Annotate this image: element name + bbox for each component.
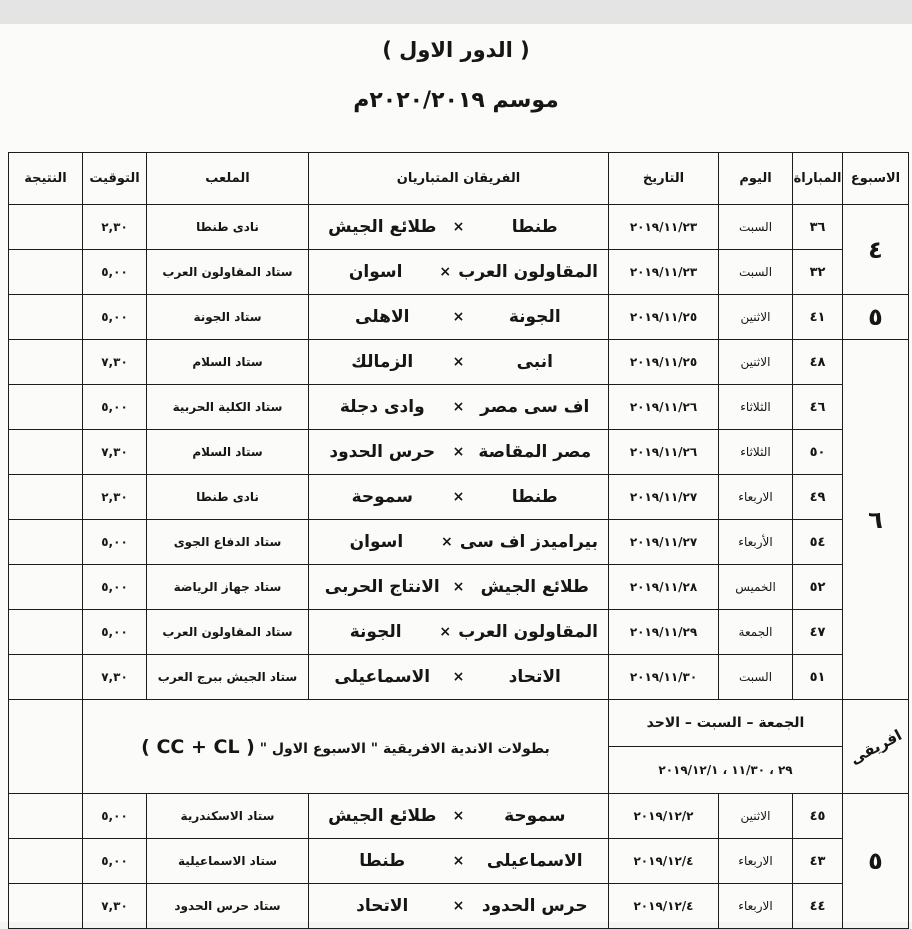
fixtures-body xyxy=(9,205,909,929)
home-team: اف سى مصر xyxy=(480,397,590,417)
match-time: ٧,٣٠ xyxy=(83,655,147,700)
african-row xyxy=(9,700,909,747)
home-team: الاتحاد xyxy=(508,667,561,687)
away-team: وادى دجلة xyxy=(339,397,425,417)
match-teams xyxy=(309,250,609,295)
match-result xyxy=(9,475,83,520)
week-number: ٤ xyxy=(843,205,909,295)
african-competition xyxy=(83,700,609,794)
match-day: الجمعة xyxy=(719,610,793,655)
top-band xyxy=(0,0,912,24)
match-result xyxy=(9,794,83,839)
away-team: الزمالك xyxy=(351,352,414,372)
match-result xyxy=(9,839,83,884)
home-team: المقاولون العرب xyxy=(458,622,598,642)
home-team: طنطا xyxy=(511,487,558,507)
table-row xyxy=(9,205,909,250)
match-result xyxy=(9,385,83,430)
match-result xyxy=(9,430,83,475)
versus-sign: × xyxy=(452,444,465,460)
versus-sign: × xyxy=(452,219,465,235)
week-number: ٦ xyxy=(843,340,909,700)
match-result xyxy=(9,340,83,385)
match-number: ٥١ xyxy=(793,655,843,700)
match-number: ٣٢ xyxy=(793,250,843,295)
table-row xyxy=(9,794,909,839)
fixtures-table xyxy=(8,152,909,929)
match-date: ٢٠١٩/١١/٢٧ xyxy=(609,520,719,565)
home-team: حرس الحدود xyxy=(481,896,588,916)
away-team: الاسماعيلى xyxy=(334,667,431,687)
match-date: ٢٠١٩/١٢/٤ xyxy=(609,839,719,884)
versus-sign: × xyxy=(452,853,465,869)
match-teams xyxy=(309,430,609,475)
table-row xyxy=(9,340,909,385)
match-time: ٥,٠٠ xyxy=(83,520,147,565)
match-venue: ستاد السلام xyxy=(147,430,309,475)
match-time: ٥,٠٠ xyxy=(83,794,147,839)
match-time: ٥,٠٠ xyxy=(83,295,147,340)
table-row xyxy=(9,385,909,430)
match-number: ٤٣ xyxy=(793,839,843,884)
home-team: الاسماعيلى xyxy=(486,851,583,871)
match-teams xyxy=(309,610,609,655)
match-time: ٥,٠٠ xyxy=(83,250,147,295)
match-result xyxy=(9,610,83,655)
african-codes: ( CC + CL ) xyxy=(141,735,255,758)
match-venue: ستاد الدفاع الجوى xyxy=(147,520,309,565)
versus-sign: × xyxy=(452,399,465,415)
away-team: اسوان xyxy=(348,262,403,282)
versus-sign: × xyxy=(452,354,465,370)
match-result xyxy=(9,565,83,610)
match-venue: ستاد السلام xyxy=(147,340,309,385)
match-number: ٤٨ xyxy=(793,340,843,385)
match-teams xyxy=(309,475,609,520)
away-team: طنطا xyxy=(359,851,406,871)
match-date: ٢٠١٩/١٢/٤ xyxy=(609,884,719,929)
match-number: ٥٢ xyxy=(793,565,843,610)
away-team: سموحة xyxy=(351,487,413,507)
match-result xyxy=(9,250,83,295)
away-team: طلائع الجيش xyxy=(328,217,437,237)
versus-sign: × xyxy=(439,624,452,640)
away-team: الاتحاد xyxy=(356,896,409,916)
match-venue: ستاد الاسكندرية xyxy=(147,794,309,839)
african-result xyxy=(9,700,83,794)
col-teams: الفريقان المتباريان xyxy=(309,153,609,205)
week-number: ٥ xyxy=(843,794,909,929)
col-date: التاريخ xyxy=(609,153,719,205)
col-day: اليوم xyxy=(719,153,793,205)
match-time: ٥,٠٠ xyxy=(83,839,147,884)
match-number: ٣٦ xyxy=(793,205,843,250)
match-teams xyxy=(309,565,609,610)
match-teams xyxy=(309,385,609,430)
match-date: ٢٠١٩/١١/٢٧ xyxy=(609,475,719,520)
home-team: انبى xyxy=(516,352,553,372)
match-time: ٥,٠٠ xyxy=(83,385,147,430)
match-result xyxy=(9,520,83,565)
match-number: ٤١ xyxy=(793,295,843,340)
match-venue: ستاد الجونة xyxy=(147,295,309,340)
week-number: ٥ xyxy=(843,295,909,340)
match-date: ٢٠١٩/١١/٢٦ xyxy=(609,385,719,430)
match-date: ٢٠١٩/١١/٢٨ xyxy=(609,565,719,610)
match-date: ٢٠١٩/١١/٢٣ xyxy=(609,205,719,250)
col-week: الاسبوع xyxy=(843,153,909,205)
col-venue: الملعب xyxy=(147,153,309,205)
match-number: ٤٧ xyxy=(793,610,843,655)
table-row xyxy=(9,250,909,295)
match-teams xyxy=(309,205,609,250)
match-date: ٢٠١٩/١١/٣٠ xyxy=(609,655,719,700)
african-label: افريقى xyxy=(846,725,905,769)
table-row xyxy=(9,430,909,475)
table-row xyxy=(9,610,909,655)
match-day: الاربعاء xyxy=(719,884,793,929)
match-day: السبت xyxy=(719,250,793,295)
match-day: الأربعاء xyxy=(719,520,793,565)
match-teams xyxy=(309,520,609,565)
match-time: ٢,٣٠ xyxy=(83,205,147,250)
match-result xyxy=(9,655,83,700)
match-day: الاثنين xyxy=(719,794,793,839)
away-team: الانتاج الحربى xyxy=(324,577,440,597)
african-week-cell xyxy=(843,700,909,794)
versus-sign: × xyxy=(441,534,453,550)
header-row xyxy=(9,153,909,205)
african-competition-name: بطولات الاندية الافريقية " الاسبوع الاول " xyxy=(259,740,550,757)
table-row xyxy=(9,520,909,565)
col-match: المباراة xyxy=(793,153,843,205)
table-row xyxy=(9,839,909,884)
match-date: ٢٠١٩/١١/٢٥ xyxy=(609,295,719,340)
match-teams xyxy=(309,839,609,884)
match-day: السبت xyxy=(719,205,793,250)
table-row xyxy=(9,565,909,610)
match-number: ٥٠ xyxy=(793,430,843,475)
match-result xyxy=(9,205,83,250)
away-team: حرس الحدود xyxy=(329,442,436,462)
match-venue: ستاد المقاولون العرب xyxy=(147,250,309,295)
match-date: ٢٠١٩/١٢/٢ xyxy=(609,794,719,839)
away-team: اسوان xyxy=(349,532,404,552)
match-time: ٥,٠٠ xyxy=(83,565,147,610)
away-team: الجونة xyxy=(349,622,402,642)
match-day: الاربعاء xyxy=(719,475,793,520)
match-number: ٥٤ xyxy=(793,520,843,565)
match-time: ٥,٠٠ xyxy=(83,610,147,655)
match-venue: نادى طنطا xyxy=(147,475,309,520)
home-team: الجونة xyxy=(508,307,561,327)
match-teams xyxy=(309,295,609,340)
match-venue: ستاد المقاولون العرب xyxy=(147,610,309,655)
versus-sign: × xyxy=(452,808,465,824)
home-team: طنطا xyxy=(511,217,558,237)
match-number: ٤٩ xyxy=(793,475,843,520)
home-team: المقاولون العرب xyxy=(458,262,598,282)
match-venue: ستاد حرس الحدود xyxy=(147,884,309,929)
match-number: ٤٤ xyxy=(793,884,843,929)
versus-sign: × xyxy=(439,264,452,280)
match-number: ٤٥ xyxy=(793,794,843,839)
match-day: السبت xyxy=(719,655,793,700)
table-row xyxy=(9,655,909,700)
match-day: الاثنين xyxy=(719,340,793,385)
col-result: النتيجة xyxy=(9,153,83,205)
versus-sign: × xyxy=(452,309,465,325)
versus-sign: × xyxy=(452,489,465,505)
home-team: مصر المقاصة xyxy=(478,442,592,462)
match-day: الثلاثاء xyxy=(719,430,793,475)
match-day: الاثنين xyxy=(719,295,793,340)
match-day: الخميس xyxy=(719,565,793,610)
away-team: طلائع الجيش xyxy=(328,806,437,826)
match-time: ٢,٣٠ xyxy=(83,475,147,520)
match-venue: ستاد الكلية الحربية xyxy=(147,385,309,430)
table-row xyxy=(9,475,909,520)
match-teams xyxy=(309,340,609,385)
versus-sign: × xyxy=(452,898,465,914)
home-team: بيراميدز اف سى xyxy=(459,532,598,552)
match-time: ٧,٣٠ xyxy=(83,884,147,929)
versus-sign: × xyxy=(452,669,465,685)
season-title: موسم ٢٠٢٠/٢٠١٩م xyxy=(353,88,559,113)
round-title: ( الدور الاول ) xyxy=(382,38,530,62)
match-day: الثلاثاء xyxy=(719,385,793,430)
match-venue: ستاد الجيش ببرج العرب xyxy=(147,655,309,700)
home-team: طلائع الجيش xyxy=(480,577,589,597)
match-teams xyxy=(309,655,609,700)
match-date: ٢٠١٩/١١/٢٥ xyxy=(609,340,719,385)
match-date: ٢٠١٩/١١/٢٣ xyxy=(609,250,719,295)
match-time: ٧,٣٠ xyxy=(83,340,147,385)
match-date: ٢٠١٩/١١/٢٩ xyxy=(609,610,719,655)
home-team: سموحة xyxy=(504,806,566,826)
match-venue: ستاد الاسماعيلية xyxy=(147,839,309,884)
match-venue: ستاد جهاز الرياضة xyxy=(147,565,309,610)
col-time: التوقيت xyxy=(83,153,147,205)
match-teams xyxy=(309,794,609,839)
match-time: ٧,٣٠ xyxy=(83,430,147,475)
away-team: الاهلى xyxy=(355,307,410,327)
versus-sign: × xyxy=(452,579,465,595)
african-dates: ٢٩ ، ١١/٣٠ ، ٢٠١٩/١٢/١ xyxy=(609,747,843,794)
table-row xyxy=(9,295,909,340)
african-days: الجمعة – السبت – الاحد xyxy=(609,700,843,747)
match-result xyxy=(9,295,83,340)
match-number: ٤٦ xyxy=(793,385,843,430)
match-venue: نادى طنطا xyxy=(147,205,309,250)
match-day: الاربعاء xyxy=(719,839,793,884)
match-date: ٢٠١٩/١١/٢٦ xyxy=(609,430,719,475)
